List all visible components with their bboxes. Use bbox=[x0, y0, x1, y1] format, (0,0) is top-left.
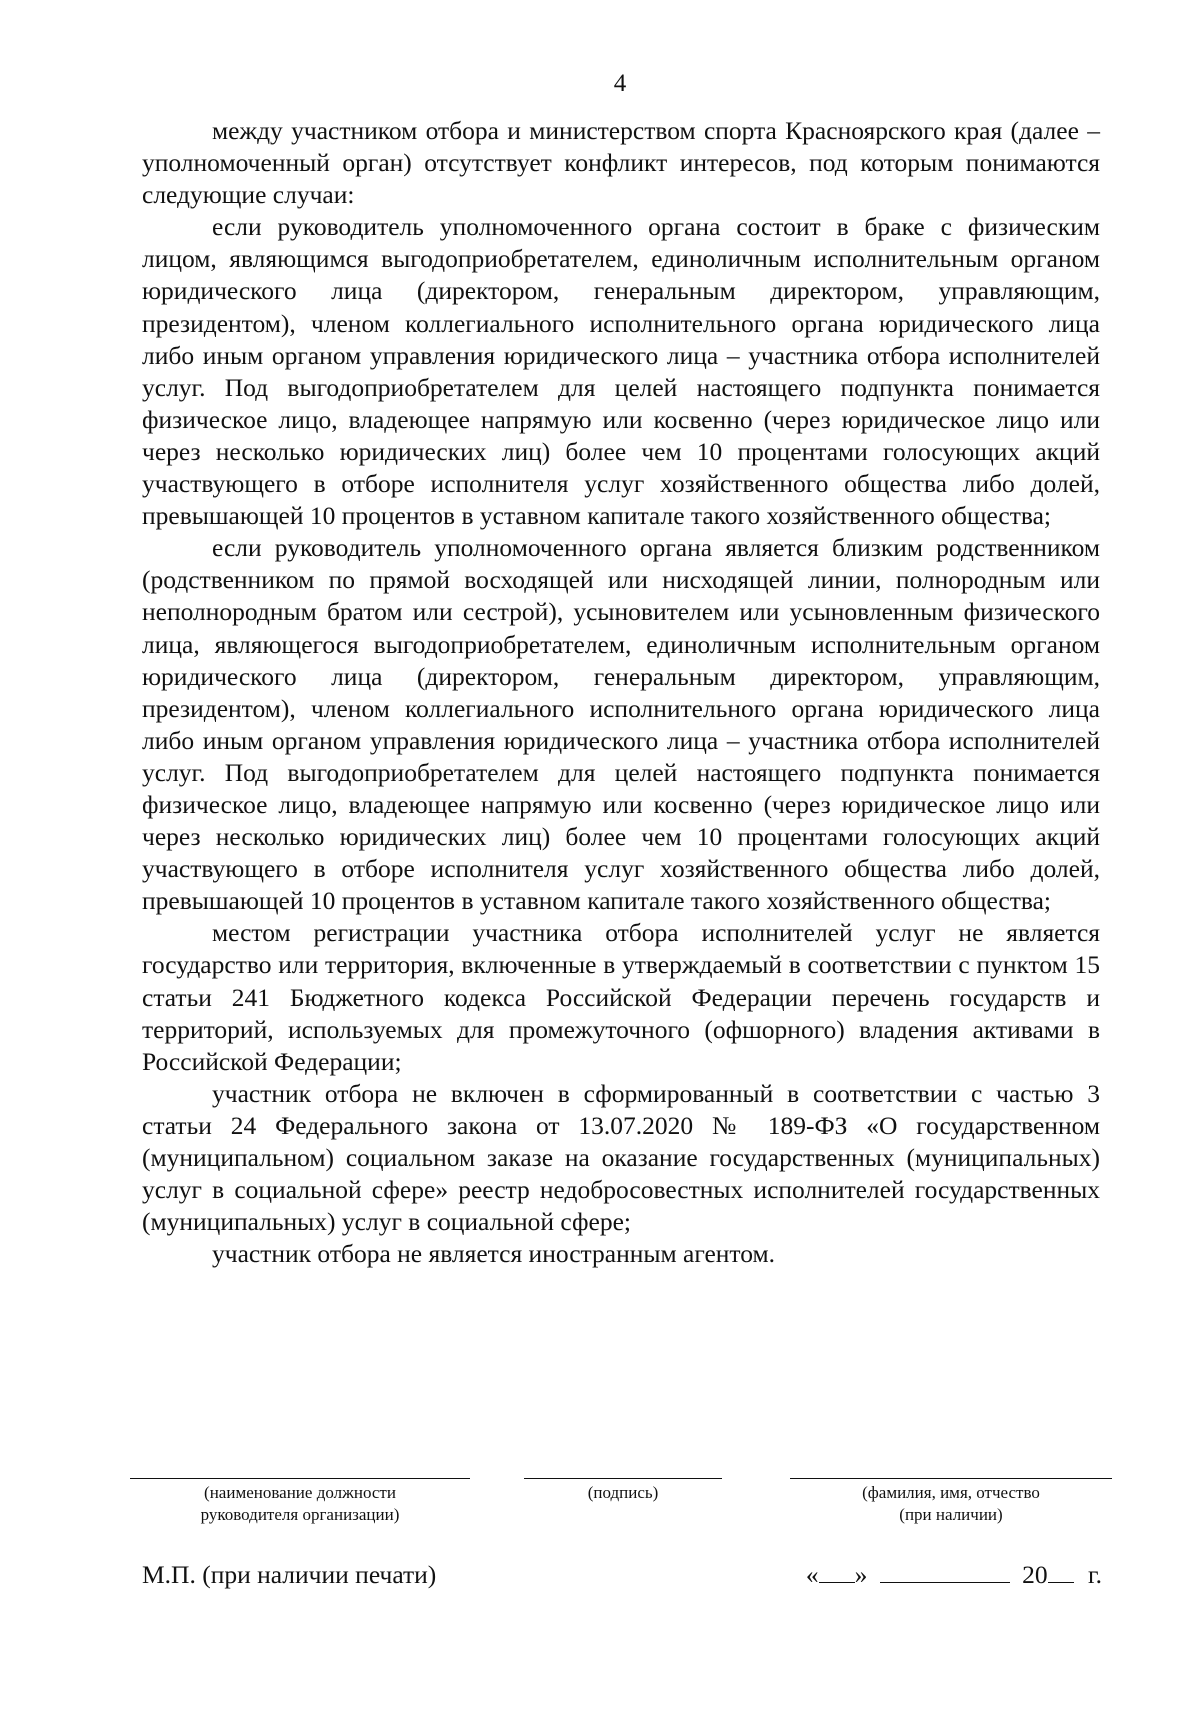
page-number: 4 bbox=[613, 70, 627, 97]
paragraph-registry: участник отбора не включен в сформированный в соответствии с частью 3 статьи 24 Федерального закона от 13.07.2020 № 189-ФЗ «О государственном (муниципальном) социальном заказе на оказание государственных (муниципальных) услуг в социальной сфере» реестр недобросовестных исполнителей государственных (муниципальных) услуг в социальной сфере; bbox=[142, 1078, 1100, 1237]
month-blank bbox=[880, 1560, 1010, 1583]
name-caption bbox=[790, 1482, 1112, 1526]
position-caption bbox=[130, 1482, 470, 1526]
name-caption-line-1: (фамилия, имя, отчество bbox=[862, 1483, 1040, 1502]
name-line bbox=[790, 1478, 1112, 1479]
stamp-label: М.П. (при наличии печати) bbox=[142, 1560, 437, 1589]
year-suffix: г. bbox=[1088, 1560, 1102, 1589]
year-prefix: 20 bbox=[1022, 1560, 1048, 1589]
paragraph-registration: местом регистрации участника отбора исполнителей услуг не является государство или территория, включенные в утверждаемый в соответствии с пунктом 15 статьи 241 Бюджетного кодекса Российской Федерации перечень государств и территорий, используемых для промежуточного (офшорного) владения активами в Российской Федерации; bbox=[142, 918, 1100, 1076]
document-body bbox=[142, 115, 1100, 1270]
signature-caption-text: (подпись) bbox=[587, 1483, 659, 1502]
stamp-date-row bbox=[142, 1560, 1102, 1596]
signature-caption bbox=[524, 1482, 722, 1504]
paragraph-marriage-case: если руководитель уполномоченного органа состоит в браке с физическим лицом, являющимся выгодоприобретателем, единоличным исполнительным органом юридического лица (директором, генеральным директором, управляющим, президентом), членом коллегиального исполнительного органа юридического лица либо иным органом управления юридического лица – участника отбора исполнителей услуг. Под выгодоприобретателем для целей настоящего подпункта понимается физическое лицо, владеющее напрямую или косвенно (через юридическое лицо или через несколько юридических лиц) более чем 10 процентами голосующих акций участвующего в отборе исполнителя услуг хозяйственного общества либо долей, превышающей 10 процентов в уставном капитале такого хозяйственного общества; bbox=[142, 212, 1100, 531]
paragraph-foreign-agent: участник отбора не является иностранным агентом. bbox=[212, 1239, 776, 1269]
signature-block bbox=[0, 1478, 1200, 1538]
signature-line bbox=[524, 1478, 722, 1479]
date-field bbox=[806, 1560, 1102, 1590]
paragraph-conflict-intro: между участником отбора и министерством спорта Красноярского края (далее – уполномоченный орган) отсутствует конфликт интересов, под которым понимаются следующие случаи: bbox=[142, 116, 1100, 210]
paragraph-relative-case: если руководитель уполномоченного органа является близким родственником (родственником по прямой восходящей или нисходящей линии, полнородным или неполнородным братом или сестрой), усыновителем или усыновленным физического лица, являющегося выгодоприобретателем, единоличным исполнительным органом юридического лица (директором, генеральным директором, управляющим, президентом), членом коллегиального исполнительного органа юридического лица либо иным органом управления юридического лица – участника отбора исполнителей услуг. Под выгодоприобретателем для целей настоящего подпункта понимается физическое лицо, владеющее напрямую или косвенно (через юридическое лицо или через несколько юридических лиц) более чем 10 процентами голосующих акций участвующего в отборе исполнителя услуг хозяйственного общества либо долей, превышающей 10 процентов в уставном капитале такого хозяйственного общества; bbox=[142, 533, 1100, 916]
position-caption-line-1: (наименование должности bbox=[204, 1483, 396, 1502]
day-blank bbox=[819, 1560, 855, 1583]
position-line bbox=[130, 1478, 470, 1479]
date-open-quote: « bbox=[805, 1560, 819, 1589]
year-blank bbox=[1048, 1560, 1074, 1583]
name-caption-line-2: (при наличии) bbox=[899, 1505, 1003, 1524]
position-caption-line-2: руководителя организации) bbox=[200, 1505, 400, 1524]
date-close-quote: » bbox=[854, 1560, 868, 1589]
